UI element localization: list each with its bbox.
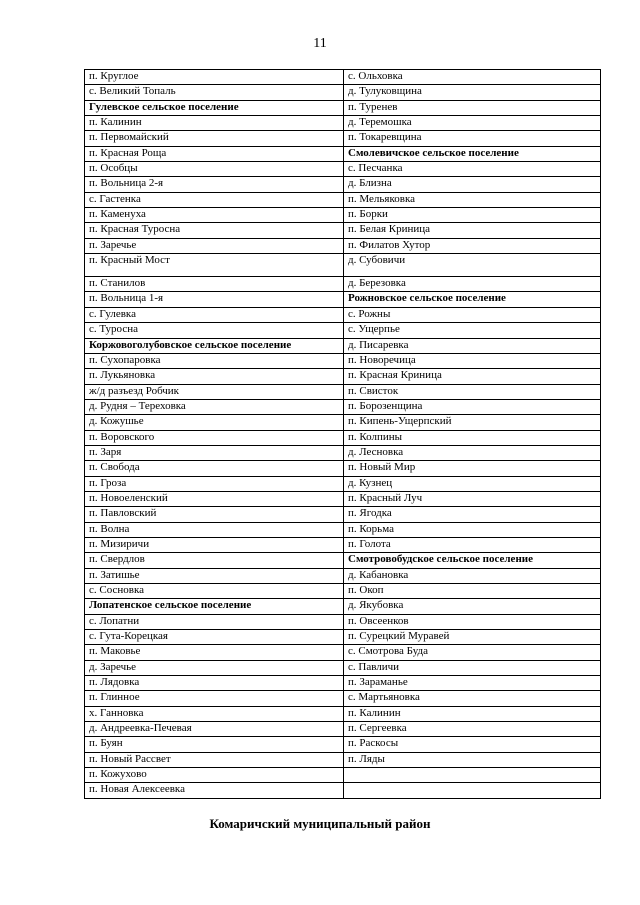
table-row [85, 737, 601, 752]
settlement-cell: с. Ущерпье [344, 323, 601, 338]
settlement-cell: п. Заречье [85, 238, 344, 253]
table-row [85, 568, 601, 583]
table-row [85, 783, 601, 798]
settlement-cell: с. Мартьяновка [344, 691, 601, 706]
settlement-cell: п. Овсеенков [344, 614, 601, 629]
settlement-cell: д. Рудня – Тереховка [85, 399, 344, 414]
settlement-cell: п. Филатов Хутор [344, 238, 601, 253]
settlement-cell: п. Круглое [85, 70, 344, 85]
table-row [85, 614, 601, 629]
settlement-cell: п. Голота [344, 537, 601, 552]
settlement-cell: п. Лядовка [85, 676, 344, 691]
settlement-cell: д. Кабановка [344, 568, 601, 583]
table-row [85, 722, 601, 737]
settlement-cell: п. Колпины [344, 430, 601, 445]
table-row [85, 522, 601, 537]
settlement-group-header: Гулевское сельское поселение [85, 100, 344, 115]
settlement-cell: п. Окоп [344, 584, 601, 599]
settlement-cell: п. Маковье [85, 645, 344, 660]
settlement-cell: п. Вольница 2-я [85, 177, 344, 192]
settlement-cell: п. Лукьяновка [85, 369, 344, 384]
table-row [85, 177, 601, 192]
settlement-cell: п. Токаревщина [344, 131, 601, 146]
settlement-cell: д. Писаревка [344, 338, 601, 353]
settlement-cell: п. Ягодка [344, 507, 601, 522]
settlement-cell: д. Заречье [85, 660, 344, 675]
table-row [85, 131, 601, 146]
settlement-cell: д. Близна [344, 177, 601, 192]
table-row [85, 415, 601, 430]
settlements-table [84, 69, 601, 799]
table-row [85, 752, 601, 767]
settlement-cell: д. Березовка [344, 277, 601, 292]
settlement-cell: п. Гроза [85, 476, 344, 491]
table-row [85, 162, 601, 177]
settlement-cell: с. Гулевка [85, 307, 344, 322]
settlement-cell: ж/д разъезд Робчик [85, 384, 344, 399]
table-row [85, 254, 601, 277]
table-row [85, 507, 601, 522]
settlement-cell: п. Новоеленский [85, 491, 344, 506]
table-row [85, 208, 601, 223]
table-row [85, 476, 601, 491]
settlement-cell: п. Павловский [85, 507, 344, 522]
table-row [85, 430, 601, 445]
settlement-cell: д. Андреевка-Печевая [85, 722, 344, 737]
settlement-cell: с. Песчанка [344, 162, 601, 177]
settlement-cell: с. Сосновка [85, 584, 344, 599]
table-row [85, 70, 601, 85]
settlement-cell: х. Ганновка [85, 706, 344, 721]
table-row [85, 691, 601, 706]
settlement-cell: п. Особцы [85, 162, 344, 177]
table-row [85, 277, 601, 292]
table-row [85, 553, 601, 568]
table-row [85, 223, 601, 238]
settlement-cell: с. Лопатни [85, 614, 344, 629]
table-row [85, 645, 601, 660]
table-row [85, 338, 601, 353]
settlement-cell: п. Затишье [85, 568, 344, 583]
settlement-cell: п. Кожухово [85, 768, 344, 783]
settlement-cell: д. Якубовка [344, 599, 601, 614]
table-row [85, 660, 601, 675]
settlement-cell: с. Рожны [344, 307, 601, 322]
settlement-cell: п. Калинин [85, 116, 344, 131]
settlement-cell: д. Кузнец [344, 476, 601, 491]
settlement-cell: п. Свердлов [85, 553, 344, 568]
table-row [85, 192, 601, 207]
table-row [85, 706, 601, 721]
settlement-cell: д. Тулуковщина [344, 85, 601, 100]
table-row [85, 445, 601, 460]
settlement-cell: д. Лесновка [344, 445, 601, 460]
settlement-cell: с. Гута-Корецкая [85, 630, 344, 645]
table-row [85, 369, 601, 384]
table-row [85, 353, 601, 368]
table-row [85, 307, 601, 322]
table-row [85, 630, 601, 645]
settlement-cell [344, 768, 601, 783]
settlement-cell: с. Ольховка [344, 70, 601, 85]
settlement-cell: п. Мельяковка [344, 192, 601, 207]
settlement-cell: п. Корьма [344, 522, 601, 537]
settlement-group-header: Рожновское сельское поселение [344, 292, 601, 307]
settlement-cell: п. Воровского [85, 430, 344, 445]
settlement-cell: п. Свобода [85, 461, 344, 476]
table-row [85, 238, 601, 253]
settlement-cell: д. Теремошка [344, 116, 601, 131]
table-row [85, 676, 601, 691]
table-row [85, 461, 601, 476]
table-row [85, 85, 601, 100]
settlement-cell: п. Сурецкий Муравей [344, 630, 601, 645]
settlement-cell: д. Субовичи [344, 254, 601, 277]
table-row [85, 100, 601, 115]
settlement-cell: п. Красная Роща [85, 146, 344, 161]
settlement-cell: с. Гастенка [85, 192, 344, 207]
settlement-cell: п. Сухопаровка [85, 353, 344, 368]
settlement-cell: с. Туросна [85, 323, 344, 338]
settlement-cell: п. Глинное [85, 691, 344, 706]
settlement-cell: п. Белая Криница [344, 223, 601, 238]
settlement-cell: п. Красный Луч [344, 491, 601, 506]
settlement-cell: п. Станилов [85, 277, 344, 292]
settlement-group-header: Смотровобудское сельское поселение [344, 553, 601, 568]
settlement-cell: п. Красный Мост [85, 254, 344, 277]
settlement-cell: п. Ляды [344, 752, 601, 767]
settlement-cell: п. Новый Мир [344, 461, 601, 476]
page-number: 11 [313, 36, 327, 51]
settlement-cell: п. Калинин [344, 706, 601, 721]
settlement-cell [344, 783, 601, 798]
settlement-cell: п. Новый Рассвет [85, 752, 344, 767]
table-row [85, 384, 601, 399]
settlement-cell: п. Борозенщина [344, 399, 601, 414]
table-row [85, 584, 601, 599]
settlement-group-header: Смолевичское сельское поселение [344, 146, 601, 161]
settlement-cell: с. Павличи [344, 660, 601, 675]
table-row [85, 323, 601, 338]
settlement-group-header: Лопатенское сельское поселение [85, 599, 344, 614]
table-row [85, 146, 601, 161]
table-row [85, 491, 601, 506]
settlement-cell: п. Сергеевка [344, 722, 601, 737]
settlement-cell: п. Новоречица [344, 353, 601, 368]
table-row [85, 768, 601, 783]
settlement-cell: п. Мизиричи [85, 537, 344, 552]
settlement-cell: п. Новая Алексеевка [85, 783, 344, 798]
settlement-cell: п. Каменуха [85, 208, 344, 223]
settlement-cell: п. Красная Туросна [85, 223, 344, 238]
settlement-group-header: Коржовоголубовское сельское поселение [85, 338, 344, 353]
table-row [85, 116, 601, 131]
district-title: Комаричский муниципальный район [209, 816, 431, 831]
settlement-cell: с. Великий Топаль [85, 85, 344, 100]
settlement-cell: п. Туренев [344, 100, 601, 115]
table-row [85, 292, 601, 307]
settlement-cell: п. Красная Криница [344, 369, 601, 384]
table-row [85, 537, 601, 552]
settlement-cell: п. Раскосы [344, 737, 601, 752]
settlement-cell: п. Зараманье [344, 676, 601, 691]
settlement-cell: п. Борки [344, 208, 601, 223]
settlement-cell: с. Смотрова Буда [344, 645, 601, 660]
settlement-cell: п. Вольница 1-я [85, 292, 344, 307]
settlement-cell: п. Кипень-Ущерпский [344, 415, 601, 430]
settlements-table-body [85, 70, 601, 799]
settlement-cell: п. Свисток [344, 384, 601, 399]
settlement-cell: п. Буян [85, 737, 344, 752]
table-row [85, 599, 601, 614]
table-row [85, 399, 601, 414]
settlement-cell: п. Первомайский [85, 131, 344, 146]
settlement-cell: п. Заря [85, 445, 344, 460]
settlement-cell: п. Волна [85, 522, 344, 537]
settlement-cell: д. Кожушье [85, 415, 344, 430]
